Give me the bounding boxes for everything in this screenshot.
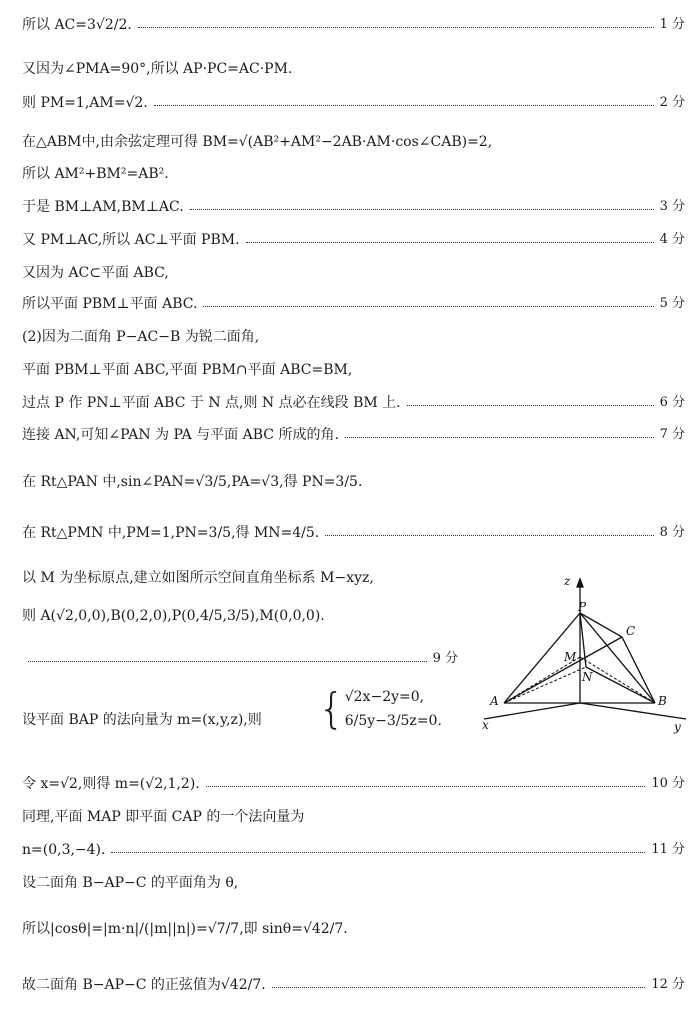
line-text: 在 Rt△PAN 中,sin∠PAN=√3/5,PA=√3,得 PN=3/5. xyxy=(22,474,363,490)
score-label: 3 分 xyxy=(659,199,685,214)
score-label: 2 分 xyxy=(659,95,685,110)
line-text: 故二面角 B−AP−C 的正弦值为√42/7. xyxy=(22,977,266,993)
line-20 xyxy=(22,775,685,793)
line-text: 又因为 AC⊂平面 ABC, xyxy=(22,265,169,281)
line-text: 所以 AM²+BM²=AB². xyxy=(22,166,169,182)
leader-dots xyxy=(28,661,427,662)
dashed-an xyxy=(504,667,586,703)
score-label: 6 分 xyxy=(659,395,685,410)
line-10 xyxy=(22,328,685,346)
line-18 xyxy=(22,650,458,668)
score-label: 11 分 xyxy=(651,842,685,857)
line-24 xyxy=(22,920,685,938)
line-8 xyxy=(22,264,685,282)
line-text: 于是 BM⊥AM,BM⊥AC. xyxy=(22,199,184,215)
leader-dots xyxy=(203,306,653,307)
line-4 xyxy=(22,133,685,151)
line-text: 在 Rt△PMN 中,PM=1,PN=3/5,得 MN=4/5. xyxy=(22,525,320,541)
line-text: 令 x=√2,则得 m=(√2,1,2). xyxy=(22,776,200,792)
line-text: 又 PM⊥AC,所以 AC⊥平面 PBM. xyxy=(22,232,240,248)
label-b: B xyxy=(658,694,667,708)
line-text: 则 A(√2,0,0),B(0,2,0),P(0,4/5,3/5),M(0,0,0). xyxy=(22,608,325,624)
leader-dots xyxy=(407,405,654,406)
line-text: 同理,平面 MAP 即平面 CAP 的一个法向量为 xyxy=(22,809,305,825)
line-text: n=(0,3,−4). xyxy=(22,842,106,858)
coordinate-figure xyxy=(460,575,690,735)
line-23 xyxy=(22,874,685,892)
line-25 xyxy=(22,976,685,994)
line-1 xyxy=(22,16,685,34)
edge-nb xyxy=(586,667,655,703)
line-5 xyxy=(22,165,685,183)
brace: { xyxy=(318,684,345,733)
leader-dots xyxy=(345,437,654,438)
score-label: 1 分 xyxy=(659,17,685,32)
line-text: 连接 AN,可知∠PAN 为 PA 与平面 ABC 所成的角. xyxy=(22,427,339,443)
label-a: A xyxy=(490,694,499,708)
leader-dots xyxy=(206,786,646,787)
equation-system xyxy=(318,684,442,733)
score-label: 5 分 xyxy=(659,296,685,311)
line-9 xyxy=(22,295,685,313)
line-text: 在△ABM中,由余弦定理可得 BM=√(AB²+AM²−2AB·AM·cos∠CAB)=2, xyxy=(22,134,493,150)
line-text: 则 PM=1,AM=√2. xyxy=(22,95,148,111)
line-text: 过点 P 作 PN⊥平面 ABC 于 N 点,则 N 点必在线段 BM 上. xyxy=(22,395,401,411)
line-6 xyxy=(22,198,685,216)
line-11 xyxy=(22,361,685,379)
score-label: 4 分 xyxy=(659,232,685,247)
line-15 xyxy=(22,524,685,542)
line-21 xyxy=(22,808,685,826)
line-text: 又因为∠PMA=90°,所以 AP·PC=AC·PM. xyxy=(22,61,293,77)
label-n: N xyxy=(582,670,593,684)
line-17 xyxy=(22,607,458,625)
score-label: 8 分 xyxy=(659,525,685,540)
line-7 xyxy=(22,231,685,249)
label-z: z xyxy=(564,575,571,588)
equations xyxy=(345,689,442,729)
score-label: 10 分 xyxy=(651,776,685,791)
score-label: 12 分 xyxy=(651,977,685,992)
line-12 xyxy=(22,394,685,412)
equation-2: 6/5y−3/5z=0. xyxy=(344,713,442,729)
leader-dots xyxy=(190,209,654,210)
line-13 xyxy=(22,426,685,444)
line-text: 平面 PBM⊥平面 ABC,平面 PBM∩平面 ABC=BM, xyxy=(22,362,353,378)
leader-dots xyxy=(138,27,654,28)
line-16 xyxy=(22,569,458,587)
label-x: x xyxy=(482,718,489,732)
line-22 xyxy=(22,841,685,859)
line-text: (2)因为二面角 P−AC−B 为锐二面角, xyxy=(22,329,260,345)
line-14 xyxy=(22,473,685,491)
equation-1: √2x−2y=0, xyxy=(344,689,425,705)
y-axis xyxy=(580,703,686,719)
z-arrow xyxy=(577,579,583,587)
label-c: C xyxy=(626,624,636,638)
label-y: y xyxy=(674,720,681,734)
line-text: 所以|cosθ|=|m·n|/(|m||n|)=√7/7,即 sinθ=√42/7. xyxy=(22,921,348,937)
leader-dots xyxy=(325,535,653,536)
score-label: 9 分 xyxy=(432,651,458,666)
leader-dots xyxy=(154,105,654,106)
label-m: M xyxy=(564,650,577,664)
line-text: 设平面 BAP 的法向量为 m=(x,y,z),则 xyxy=(22,712,262,728)
line-19 xyxy=(22,711,313,729)
leader-dots xyxy=(111,852,645,853)
score-label: 7 分 xyxy=(659,427,685,442)
label-p: P xyxy=(578,600,587,614)
edge-ac xyxy=(504,637,622,703)
line-text: 所以平面 PBM⊥平面 ABC. xyxy=(22,296,198,312)
line-2 xyxy=(22,60,685,78)
line-text: 以 M 为坐标原点,建立如图所示空间直角坐标系 M−xyz, xyxy=(22,570,374,586)
leader-dots xyxy=(246,242,654,243)
line-3 xyxy=(22,94,685,112)
edge-pb xyxy=(580,613,655,703)
edge-pc xyxy=(580,613,622,637)
line-text: 所以 AC=3√2/2. xyxy=(22,17,132,33)
leader-dots xyxy=(272,987,646,988)
line-text: 设二面角 B−AP−C 的平面角为 θ, xyxy=(22,875,239,891)
